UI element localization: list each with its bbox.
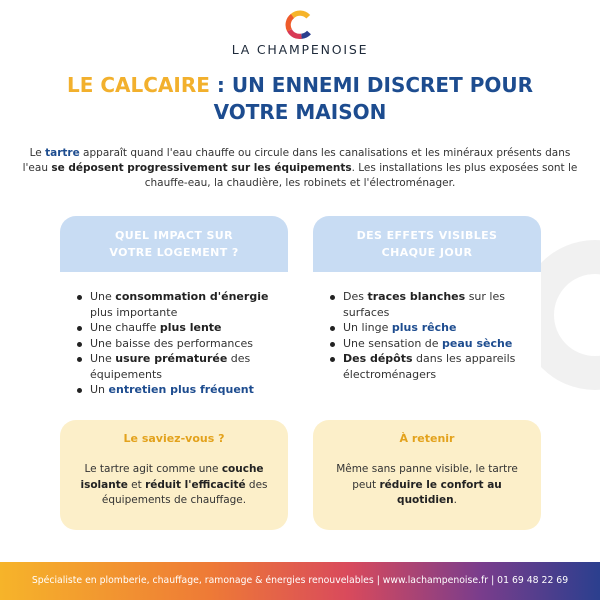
header-line: DES EFFETS VISIBLES: [356, 229, 498, 242]
foot-text: et: [127, 478, 146, 491]
list-item: [76, 382, 284, 398]
list-item: [329, 351, 537, 382]
intro-bold: se déposent progressivement sur les équipements: [51, 162, 352, 174]
list-item: [76, 320, 284, 336]
foot-bold: réduit l'efficacité: [145, 478, 246, 491]
key-takeaway-text: [323, 462, 531, 509]
intro-paragraph: [16, 146, 584, 191]
intro-text: apparaît quand l'eau chauffe ou circule dans les canalisations et les minéraux présents dans l'eau: [22, 147, 571, 174]
item-text: Une: [90, 352, 116, 365]
item-bold: consommation d'énergie: [115, 290, 269, 303]
item-text: Des: [343, 290, 368, 303]
item-text: plus importante: [90, 305, 178, 319]
item-highlight: entretien plus fréquent: [108, 383, 254, 396]
footer-banner: [0, 562, 600, 600]
item-text: Une baisse des performances: [90, 336, 253, 350]
item-text: des équipements: [90, 352, 251, 381]
key-takeaway-box: [313, 420, 541, 530]
header-line: QUEL IMPACT SUR: [115, 229, 233, 242]
impact-list-container: [60, 272, 288, 420]
did-you-know-text: [70, 462, 278, 509]
champenoise-c-logo-icon: [285, 10, 315, 40]
brand-name: LA CHAMPENOISE: [231, 42, 369, 57]
item-text: Une sensation de: [343, 336, 443, 350]
item-bold: Des dépôts: [343, 352, 413, 365]
did-you-know-title: Le saviez-vous ?: [123, 432, 225, 445]
item-text: dans les appareils électroménagers: [343, 352, 516, 381]
item-text: Une chauffe: [90, 321, 160, 334]
header-line: CHAQUE JOUR: [381, 246, 473, 259]
item-text: sur les surfaces: [343, 290, 505, 319]
foot-bold: couche isolante: [80, 463, 264, 491]
item-highlight: plus rêche: [391, 321, 457, 334]
page-title: [0, 72, 600, 126]
list-item: [76, 289, 284, 320]
key-takeaway-title: À retenir: [399, 432, 455, 445]
item-text: Un linge: [343, 321, 392, 334]
effects-column: [313, 216, 541, 530]
intro-highlight: tartre: [45, 147, 80, 159]
item-highlight: peau sèche: [442, 336, 513, 350]
title-line1-rest: : UN ENNEMI DISCRET POUR: [209, 73, 533, 97]
foot-text: Le tartre agit comme une: [84, 463, 222, 475]
list-item: [329, 336, 537, 352]
effects-list: [329, 289, 537, 382]
item-text: Un: [90, 383, 109, 396]
item-bold: traces blanches: [367, 290, 466, 303]
effects-column-header: [313, 216, 541, 272]
foot-text: .: [453, 494, 457, 506]
impact-column-header: [60, 216, 288, 272]
foot-text: Même sans panne visible, le tartre peut: [336, 463, 518, 491]
list-item: [329, 289, 537, 320]
title-line2: VOTRE MAISON: [213, 100, 387, 124]
list-item: [76, 351, 284, 382]
did-you-know-box: [60, 420, 288, 530]
effects-list-container: [313, 272, 541, 420]
foot-bold: réduire le confort au quotidien: [379, 478, 502, 506]
item-bold: plus lente: [159, 321, 222, 334]
header-line: VOTRE LOGEMENT ?: [109, 246, 239, 259]
foot-text: des équipements de chauffage.: [101, 478, 268, 506]
footer-text: Spécialiste en plomberie, chauffage, ramonage & énergies renouvelables | www.lachampenoise.fr | 01 69 48 22 69: [31, 575, 569, 586]
impact-column: [60, 216, 288, 530]
list-item: [329, 320, 537, 336]
list-item: [76, 336, 284, 352]
header: [0, 10, 600, 57]
item-bold: usure prématurée: [115, 352, 228, 365]
impact-list: [76, 289, 284, 398]
title-accent: LE CALCAIRE: [66, 73, 210, 97]
intro-text: Le: [29, 147, 46, 159]
item-text: Une: [90, 290, 116, 303]
intro-text: . Les installations les plus exposées sont le chauffe-eau, la chaudière, les robinets et l'électroménager.: [144, 162, 578, 189]
